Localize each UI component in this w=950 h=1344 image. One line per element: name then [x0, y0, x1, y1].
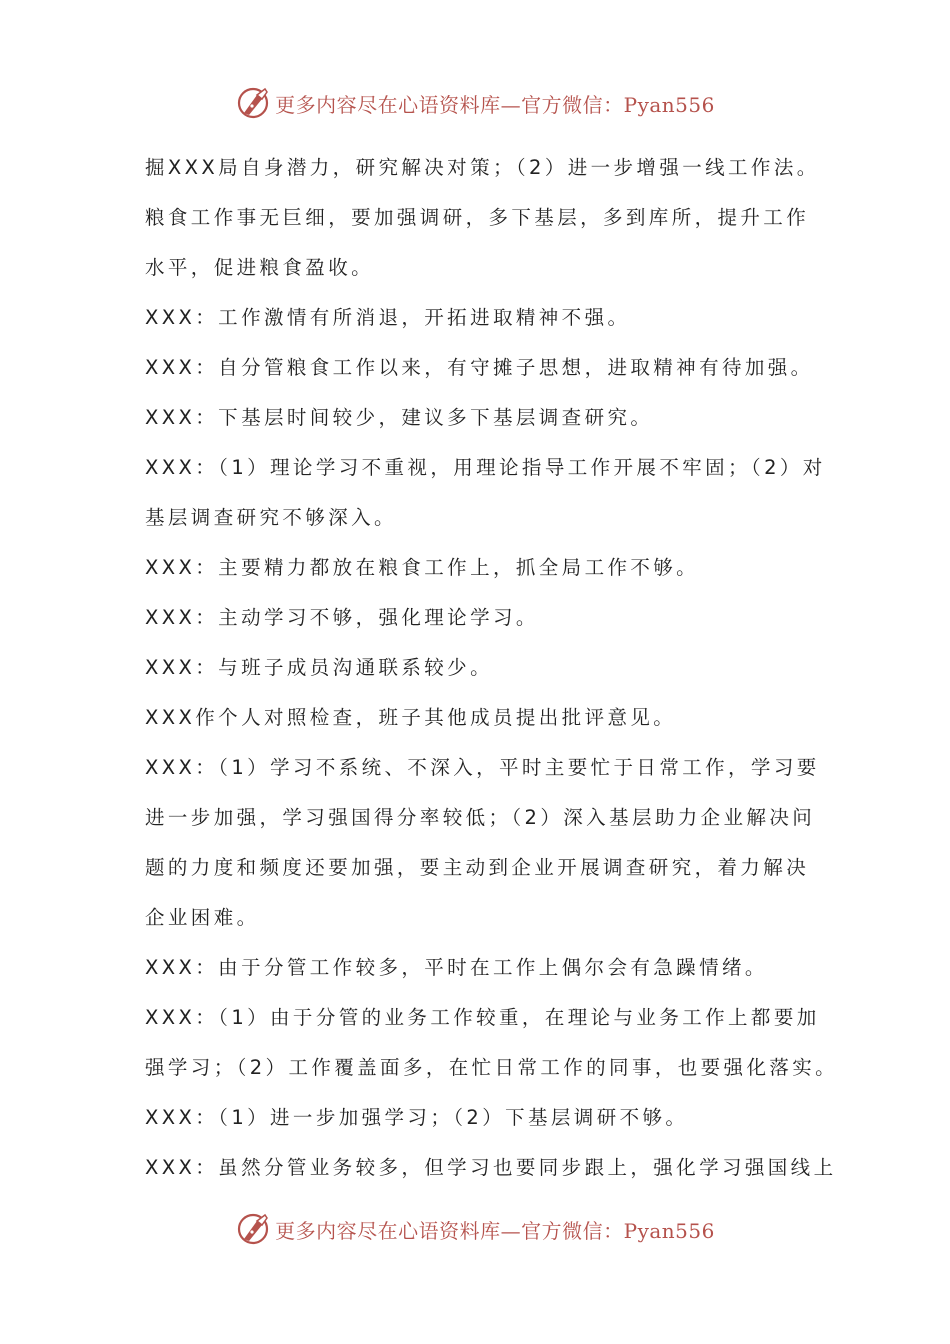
pen-nib-circle-icon	[235, 1211, 271, 1247]
body-line: 基层调查研究不够深入。	[145, 506, 397, 529]
body-line: XXX：自分管粮食工作以来，有守摊子思想，进取精神有待加强。	[145, 356, 814, 379]
header-banner-text: 更多内容尽在心语资料库—官方微信：Pyan556	[275, 92, 715, 117]
pen-nib-circle-icon	[235, 85, 271, 121]
body-line: 进一步加强，学习强国得分率较低；（2）深入基层助力企业解决问	[145, 806, 816, 829]
footer-banner	[0, 1207, 950, 1251]
body-line: XXX：与班子成员沟通联系较少。	[145, 656, 493, 679]
body-line: XXX：（1）理论学习不重视，用理论指导工作开展不牢固；（2）对	[145, 456, 826, 479]
footer-banner-text: 更多内容尽在心语资料库—官方微信：Pyan556	[275, 1218, 715, 1243]
body-line: XXX：主动学习不够，强化理论学习。	[145, 606, 539, 629]
body-line: XXX：虽然分管业务较多，但学习也要同步跟上，强化学习强国线上	[145, 1156, 837, 1179]
body-line: 水平，促进粮食盈收。	[145, 256, 375, 279]
body-line: 掘XXX局自身潜力，研究解决对策；（2）进一步增强一线工作法。	[145, 156, 820, 179]
body-line: XXX：由于分管工作较多，平时在工作上偶尔会有急躁情绪。	[145, 956, 768, 979]
header-banner	[0, 81, 950, 125]
body-line: 粮食工作事无巨细，要加强调研，多下基层，多到库所，提升工作	[145, 206, 810, 229]
body-line: XXX：下基层时间较少，建议多下基层调查研究。	[145, 406, 654, 429]
body-line: XXX：（1）学习不系统、不深入，平时主要忙于日常工作，学习要	[145, 756, 820, 779]
body-line: XXX作个人对照检查，班子其他成员提出批评意见。	[145, 706, 677, 729]
body-line: XXX：（1）由于分管的业务工作较重，在理论与业务工作上都要加	[145, 1006, 820, 1029]
body-line: 企业困难。	[145, 906, 260, 929]
body-line: XXX：工作激情有所消退，开拓进取精神不强。	[145, 306, 631, 329]
body-line: XXX：（1）进一步加强学习；（2）下基层调研不够。	[145, 1106, 689, 1129]
body-line: 强学习；（2）工作覆盖面多，在忙日常工作的同事，也要强化落实。	[145, 1056, 839, 1079]
body-line: XXX：主要精力都放在粮食工作上，抓全局工作不够。	[145, 556, 700, 579]
document-body	[145, 143, 839, 1193]
body-line: 题的力度和频度还要加强，要主动到企业开展调查研究，着力解决	[145, 856, 810, 879]
